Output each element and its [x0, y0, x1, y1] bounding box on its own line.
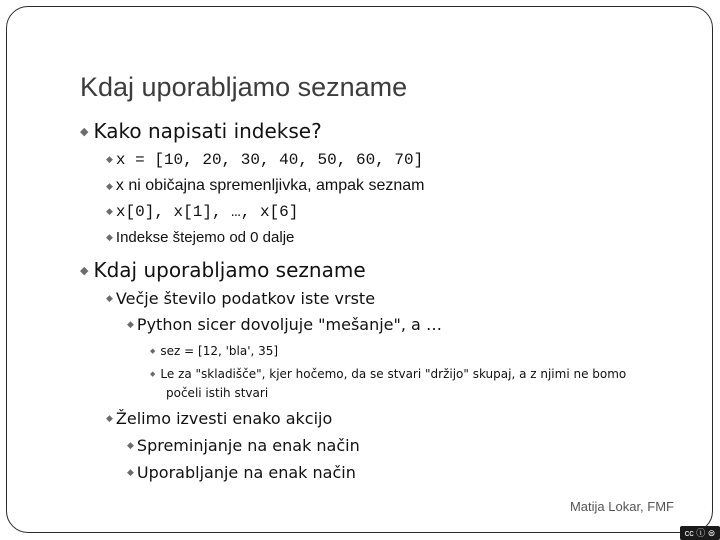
bullet-icon: ◆: [80, 263, 89, 277]
bullet-icon: ◆: [80, 124, 89, 138]
code-text: x[0], x[1], …, x[6]: [115, 203, 299, 221]
bullet-icon: ◆: [127, 467, 134, 478]
bullet-text: Želimo izvesti enako akcijo: [115, 409, 333, 428]
bullet-text: sez = [12, 'bla', 35]: [160, 344, 279, 358]
bullet-icon: ◆: [106, 155, 113, 165]
bullet-item: [127, 315, 442, 334]
bullet-text: Uporabljanje na enak način: [136, 463, 356, 482]
bullet-icon: ◆: [106, 232, 113, 242]
bullet-item: [80, 258, 366, 282]
bullet-icon: ◆: [106, 293, 113, 304]
bullet-text: Spreminjanje na enak način: [136, 436, 360, 455]
bullet-item: [106, 409, 332, 428]
bullet-text: Kdaj uporabljamo sezname: [93, 258, 366, 282]
bullet-text: Kako napisati indekse?: [93, 119, 322, 143]
bullet-text: Večje število podatkov iste vrste: [115, 289, 376, 308]
bullet-icon: ◆: [106, 413, 113, 424]
bullet-item: [150, 367, 626, 381]
bullet-item: [106, 229, 294, 246]
slide-footer: Matija Lokar, FMF: [569, 499, 674, 514]
creative-commons-badge[interactable]: cc ⓘ ⊜: [680, 526, 720, 540]
bullet-item: [106, 289, 375, 308]
bullet-item: [106, 203, 298, 221]
slide-title: Kdaj uporabljamo sezname: [80, 72, 408, 102]
bullet-icon: ◆: [150, 370, 156, 378]
bullet-item: [80, 119, 322, 143]
bullet-icon: ◆: [127, 319, 134, 330]
bullet-continuation: počeli istih stvari: [166, 386, 269, 400]
bullet-text: x ni običajna spremenljivka, ampak seznam: [115, 177, 425, 194]
bullet-item: [106, 177, 425, 195]
bullet-item: [127, 436, 360, 455]
bullet-icon: ◆: [106, 180, 113, 191]
code-text: x = [10, 20, 30, 40, 50, 60, 70]: [115, 151, 424, 169]
bullet-item: [106, 151, 423, 169]
bullet-icon: ◆: [150, 347, 156, 355]
bullet-text: Le za "skladišče", kjer hočemo, da se stvari "držijo" skupaj, a z njimi ne bomo: [160, 367, 627, 381]
bullet-text: Indekse štejemo od 0 dalje: [115, 229, 295, 246]
bullet-icon: ◆: [127, 440, 134, 451]
bullet-item: [150, 344, 278, 358]
bullet-icon: ◆: [106, 207, 113, 217]
bullet-item: [127, 463, 356, 482]
bullet-text: Python sicer dovoljuje "mešanje", a …: [136, 315, 442, 334]
